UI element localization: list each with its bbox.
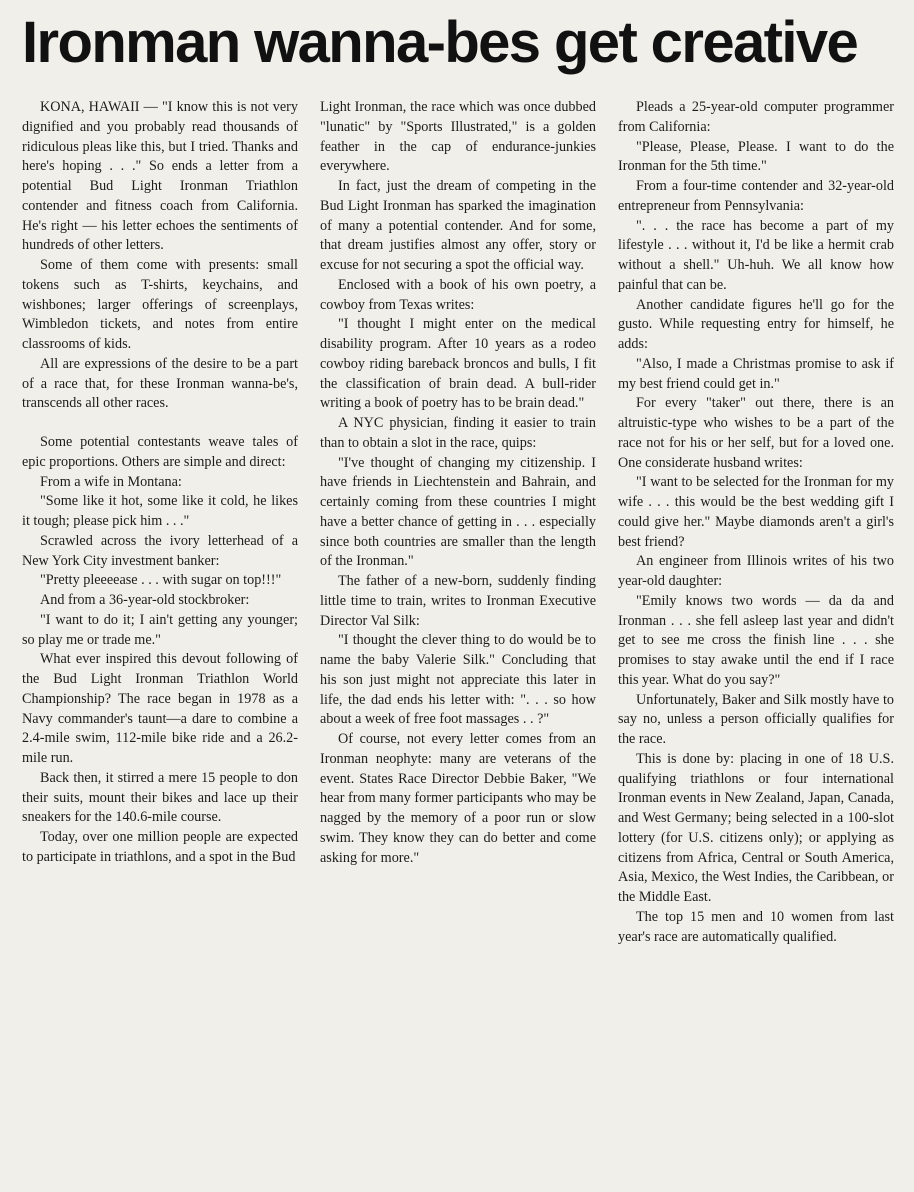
article-column-1: [22, 98, 298, 947]
paragraph: "I want to be selected for the Ironman for my wife . . . this would be the best wedding gift I could give her." Maybe diamonds aren't a girl's best friend?: [618, 474, 894, 550]
paragraph: Pleads a 25-year-old computer programmer from California:: [618, 99, 894, 135]
paragraph: For every "taker" out there, there is an altruistic-type who wishes to be a part of the race not for his or her self, but for a loved one. One considerate husband writes:: [618, 395, 894, 471]
paragraph: "I thought I might enter on the medical disability program. After 10 years as a rodeo cowboy riding bareback broncos and bulls, I fit the classification of brain dead. A bull-rider writing a book of poetry has to be brain dead.": [320, 316, 596, 412]
paragraph: "Emily knows two words — da da and Ironman . . . she fell asleep last year and didn't get to see me cross the finish line . . . she promises to stay awake until the end if I race this year. What do you say?": [618, 592, 894, 688]
paragraph: Back then, it stirred a mere 15 people to don their suits, mount their bikes and lace up their sneakers for the 140.6-mile course.: [22, 769, 298, 826]
paragraph: From a four-time contender and 32-year-old entrepreneur from Pennsylvania:: [618, 178, 894, 214]
paragraph: What ever inspired this devout following of the Bud Light Ironman Triathlon World Championship? The race began in 1978 as a Navy commander's taunt—a dare to combine a 2.4-mile swim, 112-mile bike ride and a 26.2-mile run.: [22, 651, 298, 766]
paragraph: "Also, I made a Christmas promise to ask if my best friend could get in.": [618, 355, 894, 392]
paragraph: Unfortunately, Baker and Silk mostly have to say no, unless a person officially qualifies for the race.: [618, 691, 894, 747]
paragraph: And from a 36-year-old stockbroker:: [40, 592, 250, 608]
paragraph: The top 15 men and 10 women from last year's race are automatically qualified.: [618, 908, 894, 945]
paragraph: "I want to do it; I ain't getting any younger; so play me or trade me.": [22, 611, 298, 648]
paragraph: "Some like it hot, some like it cold, he likes it tough; please pick him . . .": [22, 493, 298, 529]
paragraph: Some potential contestants weave tales of epic proportions. Others are simple and direct:: [22, 434, 298, 470]
paragraph: A NYC physician, finding it easier to train than to obtain a slot in the race, quips:: [320, 415, 596, 451]
paragraph: Enclosed with a book of his own poetry, a cowboy from Texas writes:: [320, 276, 596, 313]
paragraph: Scrawled across the ivory letterhead of a New York City investment banker:: [22, 532, 298, 569]
paragraph: KONA, HAWAII — "I know this is not very dignified and you probably read thousands of ridiculous pleas like this, but I tried. Thanks and here's hoping . . ." So ends a letter from a potential Bud Light Ironman Triathlon contender and fitness coach from California. He's right — his letter echoes the sentiments of hundreds of other letters.: [22, 99, 298, 254]
article-column-3: [618, 98, 894, 947]
paragraph: Another candidate figures he'll go for the gusto. While requesting entry for himself, he adds:: [618, 296, 894, 352]
article-column-2: [320, 98, 596, 947]
paragraph: All are expressions of the desire to be a part of a race that, for these Ironman wanna-be's, transcends all other races.: [22, 355, 298, 412]
paragraph: The father of a new-born, suddenly finding little time to train, writes to Ironman Executive Director Val Silk:: [320, 573, 596, 629]
paragraph: An engineer from Illinois writes of his two year-old daughter:: [618, 553, 894, 589]
paragraph: Today, over one million people are expected to participate in triathlons, and a spot in the Bud: [22, 829, 298, 865]
paragraph: Some of them come with presents: small tokens such as T-shirts, keychains, and wishbones; larger offerings of screenplays, Wimbledon tickets, and notes from entire classrooms of kids.: [22, 257, 298, 352]
paragraph: "I thought the clever thing to do would be to name the baby Valerie Silk." Concluding that his son just might not appreciate this later in life, the dad ends his letter with: ". . . so how about a week of free foot massages . . ?": [320, 632, 596, 728]
paragraph: In fact, just the dream of competing in the Bud Light Ironman has sparked the imagination of many a potential contender. And for some, that dream justifies almost any offer, story or excuse for not securing a spot the official way.: [320, 178, 596, 273]
paragraph: Light Ironman, the race which was once dubbed "lunatic" by "Sports Illustrated," is a golden feather in the cap of endurance-junkies everywhere.: [320, 99, 596, 175]
paragraph: "Please, Please, Please. I want to do the Ironman for the 5th time.": [618, 138, 894, 175]
paragraph: From a wife in Montana:: [40, 473, 182, 490]
paragraph: ". . . the race has become a part of my lifestyle . . . without it, I'd be like a hermit crab without a shell." Uh-huh. We all know how painful that can be.: [618, 217, 894, 293]
article-body: [22, 98, 894, 947]
paragraph: This is done by: placing in one of 18 U.S. qualifying triathlons or four international Ironman events in New Zealand, Japan, Canada, and West Germany; being selected in a 100-slot lottery (for U.S. citizens only); or applying as citizens from Africa, Central or South America, Asia, Mexico, the West Indies, the Caribbean, or the Middle East.: [618, 750, 894, 905]
paragraph: "I've thought of changing my citizenship. I have friends in Liechtenstein and Bahrain, and certainly coming from these countries I might have a better chance of getting in . . . especially since both countries are smaller than the length of the Ironman.": [320, 454, 596, 570]
paragraph: "Pretty pleeeease . . . with sugar on top!!!": [40, 572, 282, 589]
paragraph: Of course, not every letter comes from an Ironman neophyte: many are veterans of the event. States Race Director Debbie Baker, "We hear from many former participants who may be nagged by the memory of a poor run or slow swim. They know they can do better and come asking for more.": [320, 731, 596, 866]
headline: Ironman wanna-bes get creative: [22, 10, 858, 75]
